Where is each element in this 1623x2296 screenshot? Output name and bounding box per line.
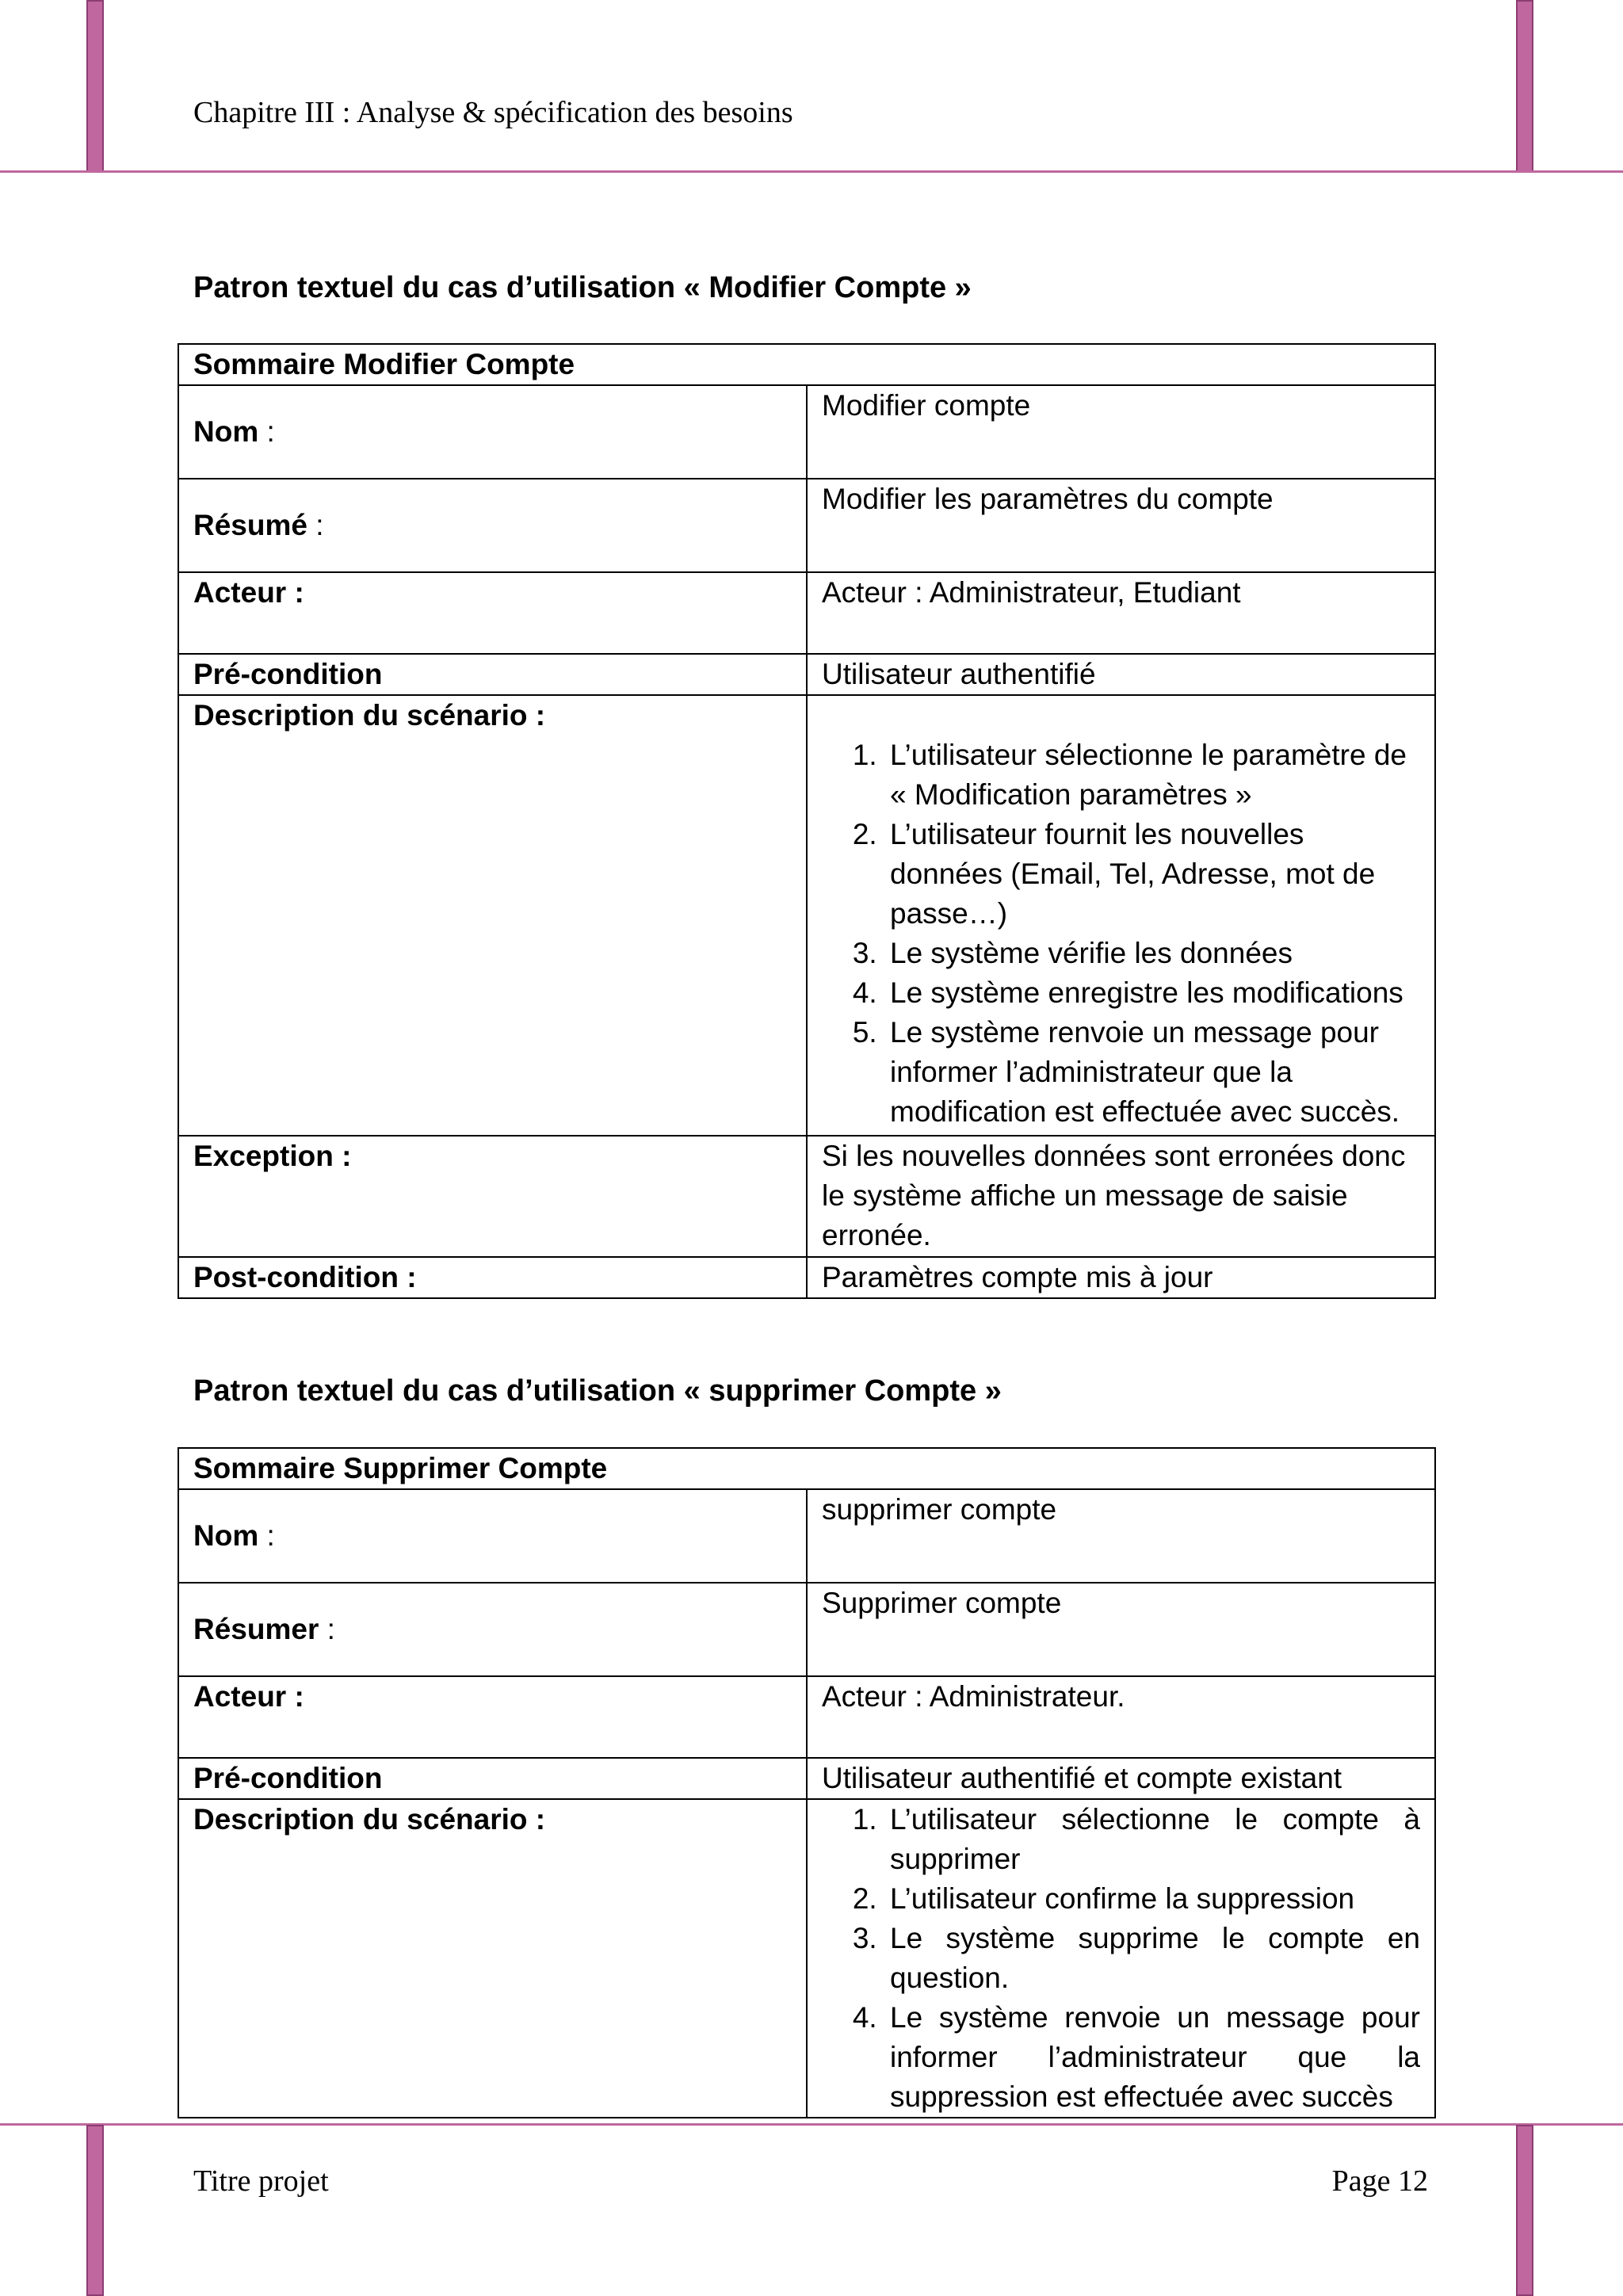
- precondition-label: Pré-condition: [178, 654, 807, 695]
- description-label: Description du scénario :: [178, 1799, 807, 2118]
- resume-colon: :: [319, 1613, 335, 1645]
- acteur-value: Acteur : Administrateur, Etudiant: [807, 572, 1435, 654]
- chapter-header: Chapitre III : Analyse & spécification des besoins: [193, 96, 793, 129]
- precondition-value: Utilisateur authentifié: [807, 654, 1435, 695]
- footer-right-bar: [1516, 2125, 1533, 2296]
- resume-label: Résumé: [193, 509, 307, 541]
- footer-left-bar: [86, 2125, 104, 2296]
- scenario-step: 4. Le système enregistre les modifications: [885, 973, 1420, 1013]
- description-cell: [807, 1799, 1435, 2118]
- scenario-step: 4. Le système renvoie un message pour informer l’administrateur que la suppression est effectuée avec succès: [885, 1998, 1420, 2117]
- precondition-label: Pré-condition: [178, 1758, 807, 1799]
- description-cell: [807, 695, 1435, 1136]
- section-title-supprimer: Patron textuel du cas d’utilisation « supprimer Compte »: [193, 1374, 1002, 1408]
- resume-value: Modifier les paramètres du compte: [807, 479, 1435, 572]
- scenario-steps: [822, 735, 1420, 1132]
- nom-colon: :: [258, 415, 275, 448]
- scenario-step: 5. Le système renvoie un message pour informer l’administrateur que la modification est effectuée avec succès.: [885, 1013, 1420, 1132]
- nom-label-cell: [178, 385, 807, 479]
- resume-value: Supprimer compte: [807, 1583, 1435, 1676]
- precondition-value: Utilisateur authentifié et compte existant: [807, 1758, 1435, 1799]
- resume-label-cell: [178, 1583, 807, 1676]
- resume-colon: :: [307, 509, 324, 541]
- scenario-step: 3. Le système vérifie les données: [885, 934, 1420, 973]
- exception-label: Exception :: [178, 1136, 807, 1257]
- scenario-steps: [822, 1800, 1420, 2117]
- exception-value: Si les nouvelles données sont erronées donc le système affiche un message de saisie erronée.: [807, 1136, 1435, 1257]
- postcondition-label: Post-condition :: [178, 1257, 807, 1298]
- header-rule: [0, 170, 1623, 173]
- postcondition-value: Paramètres compte mis à jour: [807, 1257, 1435, 1298]
- description-label: Description du scénario :: [178, 695, 807, 1136]
- usecase-table-supprimer: [178, 1447, 1436, 2118]
- acteur-label: Acteur :: [178, 572, 807, 654]
- scenario-step: 3. Le système supprime le compte en question.: [885, 1919, 1420, 1998]
- nom-label: Nom: [193, 415, 259, 448]
- header-right-bar: [1516, 0, 1533, 173]
- section-title-modifier: Patron textuel du cas d’utilisation « Modifier Compte »: [193, 271, 972, 304]
- nom-value: Modifier compte: [807, 385, 1435, 479]
- scenario-step: 2. L’utilisateur fournit les nouvelles données (Email, Tel, Adresse, mot de passe…): [885, 815, 1420, 934]
- nom-label: Nom: [193, 1519, 259, 1552]
- scenario-step: 1. L’utilisateur sélectionne le paramètre de « Modification paramètres »: [885, 735, 1420, 815]
- usecase-table-modifier: [178, 343, 1436, 1299]
- summary-cell: Sommaire Modifier Compte: [178, 344, 1435, 385]
- nom-colon: :: [258, 1519, 275, 1552]
- scenario-step: 2. L’utilisateur confirme la suppression: [885, 1879, 1420, 1919]
- resume-label: Résumer: [193, 1613, 319, 1645]
- footer-project-title: Titre projet: [193, 2164, 329, 2198]
- nom-value: supprimer compte: [807, 1489, 1435, 1583]
- resume-label-cell: [178, 479, 807, 572]
- footer-rule: [0, 2123, 1623, 2126]
- header-left-bar: [86, 0, 104, 173]
- acteur-value: Acteur : Administrateur.: [807, 1676, 1435, 1758]
- scenario-step: 1. L’utilisateur sélectionne le compte à supprimer: [885, 1800, 1420, 1879]
- acteur-label: Acteur :: [178, 1676, 807, 1758]
- summary-cell: Sommaire Supprimer Compte: [178, 1448, 1435, 1489]
- nom-label-cell: [178, 1489, 807, 1583]
- page-number: Page 12: [1331, 2164, 1428, 2198]
